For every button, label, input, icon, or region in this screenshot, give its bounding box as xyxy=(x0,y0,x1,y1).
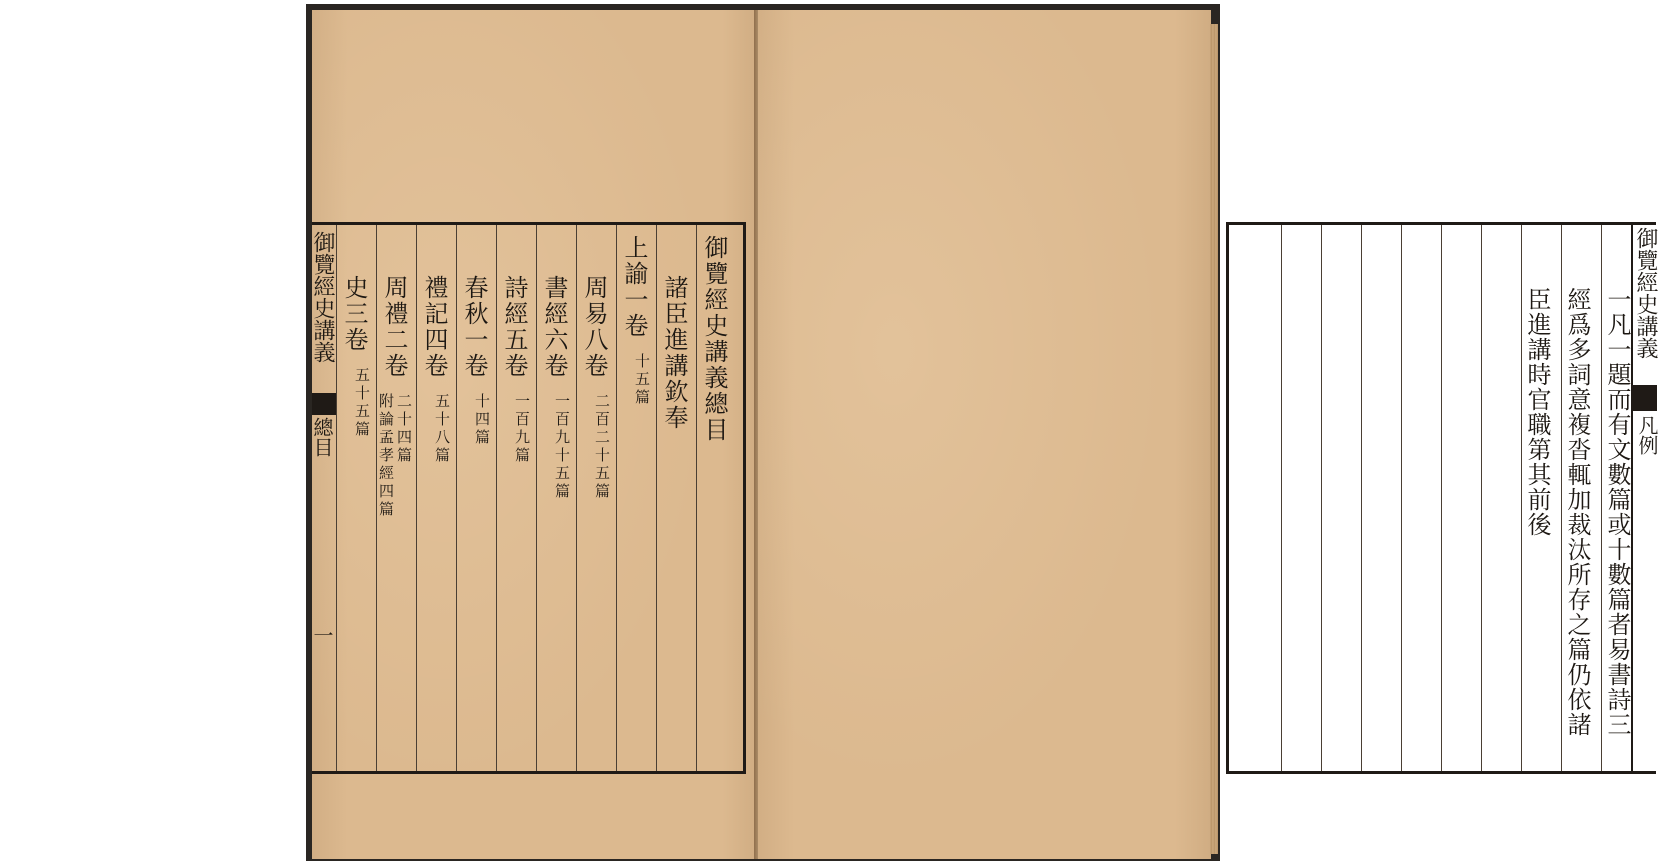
column-rule xyxy=(1281,225,1282,771)
column-rule xyxy=(456,225,457,771)
text-line: 經爲多詞意複沓輒加裁汰所存之篇仍依諸 xyxy=(1563,287,1591,737)
entry-note-appendix: 附論孟孝經四篇 xyxy=(377,393,395,519)
column-rule xyxy=(696,225,697,771)
text-line: 一凡一題而有文數篇或十數篇者易書詩三 xyxy=(1603,287,1631,737)
entry-main: 周易八卷 xyxy=(580,275,608,379)
right-page xyxy=(758,10,1659,859)
page-edges xyxy=(1210,24,1218,854)
column-rule xyxy=(1481,225,1482,771)
column-rule xyxy=(656,225,657,771)
margin-section-label: 凡例 xyxy=(1635,415,1659,455)
column-rule xyxy=(1321,225,1322,771)
column-rule xyxy=(336,225,337,771)
entry-note: 五十五篇 xyxy=(353,367,371,439)
margin-book-title: 御覽經史講義 xyxy=(1633,227,1658,359)
entry-main: 史三卷 xyxy=(340,275,368,353)
column-rule xyxy=(536,225,537,771)
open-book xyxy=(306,4,1659,861)
catalog-subtitle: 諸臣進講欽奉 xyxy=(660,275,688,431)
entry-note: 十四篇 xyxy=(473,393,491,447)
entry-note: 一百九篇 xyxy=(513,393,531,465)
entry-main: 春秋一卷 xyxy=(460,275,488,379)
right-page-frame xyxy=(1226,222,1659,774)
entry-main: 上諭一卷 xyxy=(620,235,648,339)
margin-section-label: 總目 xyxy=(310,417,334,457)
column-rule xyxy=(576,225,577,771)
column-rule xyxy=(1561,225,1562,771)
entry-note: 十五篇 xyxy=(633,353,651,407)
entry-main: 周禮二卷 xyxy=(380,275,408,379)
entry-note: 五十八篇 xyxy=(433,393,451,465)
entry-main: 詩經五卷 xyxy=(500,275,528,379)
text-line: 臣進講時官職第其前後 xyxy=(1523,287,1551,537)
entry-note: 二百二十五篇 xyxy=(593,393,611,501)
column-rule xyxy=(1441,225,1442,771)
column-rule xyxy=(496,225,497,771)
column-rule xyxy=(616,225,617,771)
left-page-frame xyxy=(312,222,746,774)
column-rule xyxy=(416,225,417,771)
fishtail-mark xyxy=(1633,385,1657,411)
entry-note: 一百九十五篇 xyxy=(553,393,571,501)
catalog-title: 御覽經史講義總目 xyxy=(700,235,728,443)
column-rule xyxy=(1521,225,1522,771)
column-rule xyxy=(1601,225,1602,771)
entry-main: 書經六卷 xyxy=(540,275,568,379)
left-page xyxy=(312,10,758,859)
margin-page-number: 一 xyxy=(310,625,334,647)
fishtail-mark xyxy=(312,393,336,415)
margin-book-title: 御覽經史講義 xyxy=(310,231,335,363)
entry-note: 二十四篇 xyxy=(395,393,413,465)
column-rule xyxy=(1361,225,1362,771)
entry-main: 禮記四卷 xyxy=(420,275,448,379)
column-rule xyxy=(1401,225,1402,771)
